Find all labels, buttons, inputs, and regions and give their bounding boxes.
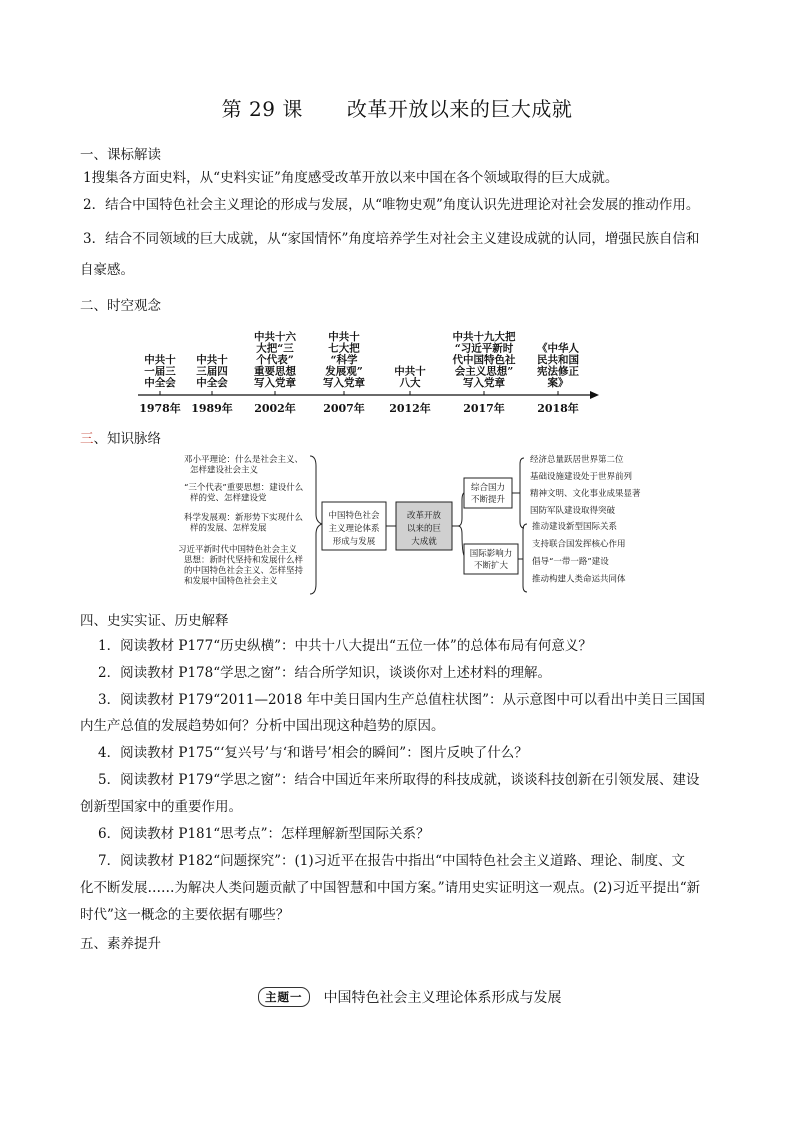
timeline-event-text: 宪法修正: [537, 365, 579, 378]
mindmap-left-item: 邓小平理论：什么是社会主义、: [184, 455, 304, 465]
curriculum-item-3-line-2: 自豪感。: [80, 262, 134, 278]
question-5-line-1: 5．阅读教材 P179“学思之窗”：结合中国近年来所取得的科技成就，谈谈科技创新在引领发展、建设: [98, 772, 700, 788]
mindmap-left-item: 的中国特色社会主义、怎样坚持: [184, 566, 304, 576]
theme-heading: [258, 987, 562, 1007]
bottom-branch-item: 倡导“一带一路”建设: [532, 557, 609, 567]
timeline-event-text: 民共和国: [537, 354, 579, 366]
branch-top-text: 综合国力: [470, 483, 506, 493]
timeline-event-text: 会主义思想”: [454, 365, 514, 378]
theme-title: 中国特色社会主义理论体系形成与发展: [323, 990, 562, 1006]
branch-bottom-text: 国际影响力: [469, 549, 513, 559]
mindmap-left-item: 样的党、怎样建设党: [190, 493, 267, 504]
timeline-arrow-icon: [590, 391, 599, 399]
timeline-event-text: 中共十: [328, 331, 360, 343]
lesson-name: 改革开放以来的巨大成就: [346, 97, 573, 121]
mindmap-left-item: 习近平新时代中国特色社会主义: [178, 545, 298, 555]
question-3-line-1: 3．阅读教材 P179“2011—2018 年中美日国内生产总值柱状图”：从示意图中可以看出中美日三国国: [98, 692, 706, 708]
timeline-event-text: 中共十六: [254, 331, 296, 343]
question-4: 4．阅读教材 P175“‘复兴号’与‘和谐号’相会的瞬间”：图片反映了什么？: [98, 745, 528, 761]
timeline-event-text: “科学: [330, 354, 358, 366]
bottom-branch-item: 推动构建人类命运共同体: [532, 574, 626, 585]
timeline-event-text: 代中国特色社: [452, 354, 516, 366]
timeline-event-text: “习近平新时: [454, 342, 514, 355]
question-7-line-3: 时代”这一概念的主要依据有哪些？: [80, 907, 290, 923]
lesson-number: 第 29 课: [221, 97, 303, 121]
mindmap-left-item: “三个代表”重要思想：建设什么: [184, 483, 304, 493]
section-heading-1: 一、课标解读: [80, 147, 161, 163]
theory-box-text: 中国特色社会: [328, 511, 380, 521]
center-box-text: 以来的巨: [406, 524, 442, 534]
branch-top-text: 不断提升: [470, 495, 506, 505]
mindmap-left-item: 科学发展观：新形势下实现什么: [184, 513, 304, 523]
section-3-number: 三: [80, 431, 94, 447]
timeline-year: 1978年: [139, 402, 181, 415]
timeline-event-text: 中共十九大把: [452, 331, 516, 343]
page-title: [0, 93, 794, 122]
mindmap-left-item: 样的发展、怎样发展: [190, 523, 267, 534]
timeline-event-text: 《中华人: [537, 342, 579, 355]
question-5-line-2: 创新型国家中的重要作用。: [80, 799, 242, 815]
section-heading-4: 四、史实实证、历史解释: [80, 613, 229, 629]
timeline-year: 2018年: [537, 402, 579, 415]
timeline-event-text: 写入党章: [254, 377, 296, 389]
bottom-branch-item: 支持联合国发挥核心作用: [532, 539, 626, 550]
timeline-event-text: 大把“三: [256, 342, 294, 355]
timeline-event-text: 中共十: [144, 354, 176, 366]
top-branch-item: 经济总量跃居世界第二位: [530, 455, 624, 465]
question-3-line-2: 内生产总值的发展趋势如何？分析中国出现这种趋势的原因。: [80, 718, 445, 734]
timeline-event-text: 中共十: [394, 365, 426, 378]
branch-bottom-text: 不断扩大: [473, 561, 509, 571]
center-box-text: 改革开放: [406, 511, 442, 521]
timeline-event-text: 写入党章: [463, 377, 505, 389]
mindmap-left-item: 思想：新时代坚持和发展什么样: [184, 555, 304, 566]
top-branch-item: 基础设施建设处于世界前列: [530, 472, 633, 482]
section-heading-3: [80, 427, 161, 447]
timeline-event-text: 八大: [399, 377, 421, 389]
mindmap-left-item: 怎样建设社会主义: [190, 465, 259, 476]
section-heading-2: 二、时空观念: [80, 298, 161, 314]
theory-box-text: 主义理论体系: [328, 524, 380, 534]
section-3-label: 、知识脉络: [93, 431, 161, 447]
question-7-line-2: 化不断发展……为解决人类问题贡献了中国智慧和中国方案。”请用史实证明这一观点。(2)习近平提出“新: [80, 880, 701, 896]
question-7-line-1: 7．阅读教材 P182“问题探究”：(1)习近平在报告中指出“中国特色社会主义道路、理论、制度、文: [98, 853, 686, 869]
timeline-event-text: 中全会: [196, 377, 228, 389]
section-heading-5: 五、素养提升: [80, 936, 161, 952]
top-branch-item: 国防军队建设取得突破: [530, 506, 616, 516]
top-items-bracket: [512, 458, 524, 528]
question-6: 6．阅读教材 P181“思考点”：怎样理解新型国际关系？: [98, 826, 430, 842]
timeline-event-text: 写入党章: [323, 377, 365, 389]
mindmap-left-item: 和发展中国特色社会主义: [184, 576, 278, 587]
timeline-event-text: 案》: [547, 377, 569, 389]
curriculum-item-3-line-1: 3．结合不同领域的巨大成就，从“家国情怀”角度培养学生对社会主义建设成就的认同，增强民族自信和: [83, 231, 700, 247]
question-1: 1．阅读教材 P177“历史纵横”：中共十八大提出“五位一体”的总体布局有何意义？: [98, 638, 592, 654]
center-box-text: 大成就: [411, 537, 437, 547]
timeline-year: 2007年: [323, 402, 365, 415]
timeline-year: 2002年: [254, 402, 296, 415]
timeline-year: 2017年: [463, 402, 505, 415]
timeline-event-text: 发展观”: [325, 365, 363, 378]
theme-badge: 主题一: [258, 987, 310, 1007]
question-2: 2．阅读教材 P178“学思之窗”：结合所学知识，谈谈你对上述材料的理解。: [98, 665, 552, 681]
bottom-items-bracket: [518, 524, 527, 592]
top-branch-item: 精神文明、文化事业成果显著: [530, 489, 641, 499]
timeline-year: 1989年: [191, 402, 233, 415]
timeline-event-text: 重要思想: [254, 365, 296, 378]
bottom-branch-item: 推动建设新型国际关系: [532, 522, 618, 532]
curriculum-item-2: 2．结合中国特色社会主义理论的形成与发展，从“唯物史观”角度认识先进理论对社会发展的推动作用。: [83, 197, 700, 213]
timeline-event-text: 中全会: [144, 377, 176, 389]
timeline-event-text: 中共十: [196, 354, 228, 366]
timeline-event-text: 一届三: [144, 365, 176, 378]
left-bracket: [310, 456, 322, 594]
timeline-event-text: 个代表”: [256, 354, 294, 366]
timeline-event-text: 三届四: [196, 365, 228, 378]
timeline-event-text: 七大把: [328, 342, 360, 355]
timeline-year: 2012年: [389, 402, 431, 415]
timeline-diagram: [120, 318, 600, 420]
theory-box-text: 形成与发展: [332, 537, 376, 547]
knowledge-mindmap: [170, 448, 670, 600]
curriculum-item-1: 1搜集各方面史料，从“史料实证”角度感受改革开放以来中国在各个领域取得的巨大成就。: [83, 170, 619, 186]
